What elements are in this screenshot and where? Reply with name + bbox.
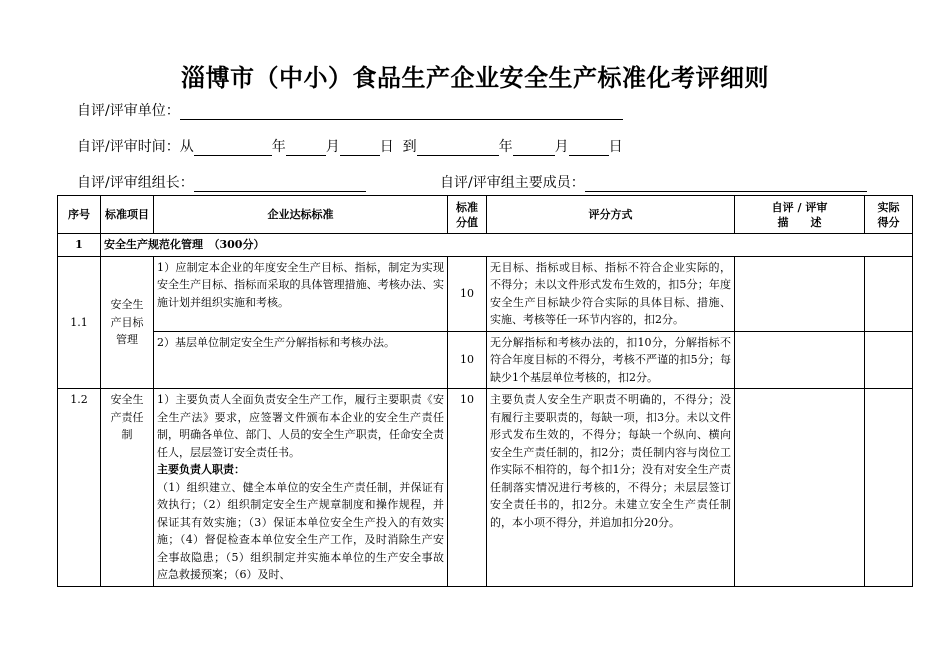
unit-line xyxy=(77,100,623,120)
members-blank[interactable] xyxy=(585,174,867,192)
section-seq: 1 xyxy=(58,234,101,257)
from-year-blank[interactable] xyxy=(194,138,272,156)
row-desc-cell[interactable] xyxy=(735,256,865,331)
from-day-blank[interactable] xyxy=(340,138,380,156)
header-score-top: 标准 xyxy=(456,200,478,214)
header-method: 评分方式 xyxy=(487,196,735,234)
row-seq: 1.1 xyxy=(58,256,101,389)
row-standard: 2）基层单位制定安全生产分解指标和考核办法。 xyxy=(154,331,448,389)
table-row xyxy=(58,389,913,587)
time-line xyxy=(77,136,623,156)
to-label: 日 到 xyxy=(379,139,417,155)
row-desc-cell[interactable] xyxy=(735,389,865,587)
page-title: 淄博市（中小）食品生产企业安全生产标准化考评细则 xyxy=(181,63,769,92)
row-standard xyxy=(154,389,448,587)
to-month-label: 月 xyxy=(554,139,569,155)
evaluation-table xyxy=(57,195,913,587)
header-actual xyxy=(865,196,913,234)
row-score: 10 xyxy=(448,389,487,587)
row-actual-cell[interactable] xyxy=(865,331,913,389)
from-month-label: 月 xyxy=(325,139,340,155)
leader-label: 自评/评审组组长： xyxy=(77,175,194,191)
unit-label: 自评/评审单位： xyxy=(77,103,180,119)
header-desc xyxy=(735,196,865,234)
row-item: 安全生产目标管理 xyxy=(101,256,154,389)
section-title: 安全生产规范化管理 （300分） xyxy=(101,234,913,257)
row-score: 10 xyxy=(448,256,487,331)
table-header-row xyxy=(58,196,913,234)
from-month-blank[interactable] xyxy=(286,138,326,156)
standard-duties: （1）组织建立、健全本单位的安全生产责任制，并保证有效执行；（2）组织制定安全生产规章制度和操作规程，并保证其有效实施；（3）保证本单位安全生产投入的有效实施；（4）督促检查本单位安全生产工作，及时消除生产安全事故隐患；（5）组织制定并实施本单位的生产安全事故应急救援预案；（6）及时、 xyxy=(157,480,444,581)
unit-blank[interactable] xyxy=(180,102,623,120)
row-score: 10 xyxy=(448,331,487,389)
header-actual-top: 实际 xyxy=(877,200,900,214)
row-actual-cell[interactable] xyxy=(865,256,913,331)
time-label: 自评/评审时间：从 xyxy=(77,139,194,155)
table-row xyxy=(58,256,913,331)
row-actual-cell[interactable] xyxy=(865,389,913,587)
to-day-label: 日 xyxy=(608,139,623,155)
leader-line xyxy=(77,172,366,192)
standard-heading: 主要负责人职责： xyxy=(157,463,245,476)
standard-intro: 1）主要负责人全面负责安全生产工作，履行主要职责《安全生产法》要求，应签署文件颁布本企业的安全生产责任制，明确各单位、部门、人员的安全生产职责，任命安全责任人，层层签订安全责任书。 xyxy=(157,393,444,459)
to-year-blank[interactable] xyxy=(417,138,499,156)
from-year-label: 年 xyxy=(271,139,286,155)
row-method: 无目标、指标或目标、指标不符合企业实际的，不得分；未以文件形式发布生效的，扣5分；年度安全生产目标缺少符合实际的具体目标、措施、实施、考核等任一环节内容的，扣2分。 xyxy=(487,256,735,331)
members-label: 自评/评审组主要成员： xyxy=(440,175,585,191)
header-item: 标准项目 xyxy=(101,196,154,234)
header-standard: 企业达标标准 xyxy=(154,196,448,234)
leader-blank[interactable] xyxy=(194,174,366,192)
row-standard: 1）应制定本企业的年度安全生产目标、指标，制定为实现安全生产目标、指标而采取的具体管理措施、考核办法、实施计划并组织实施和考核。 xyxy=(154,256,448,331)
to-month-blank[interactable] xyxy=(513,138,555,156)
row-desc-cell[interactable] xyxy=(735,331,865,389)
section-row xyxy=(58,234,913,257)
table-row xyxy=(58,331,913,389)
row-item: 安全生产责任制 xyxy=(101,389,154,587)
header-desc-bottom: 描 述 xyxy=(777,215,822,229)
members-line xyxy=(440,172,867,192)
to-year-label: 年 xyxy=(498,139,513,155)
row-seq: 1.2 xyxy=(58,389,101,587)
to-day-blank[interactable] xyxy=(569,138,609,156)
row-method: 主要负责人安全生产职责不明确的，不得分；没有履行主要职责的，每缺一项，扣3分。未以文件形式发布生效的，不得分；每缺一个纵向、横向安全生产责任制的，扣2分；责任制内容与岗位工作实际不相符的，每个扣1分；没有对安全生产责任制落实情况进行考核的，不得分；未层层签订安全责任书的，扣2分。未建立安全生产责任制的，本小项不得分，并追加扣分20分。 xyxy=(487,389,735,587)
row-method: 无分解指标和考核办法的，扣10分，分解指标不符合年度目标的不得分，考核不严谨的扣5分；每缺少1个基层单位考核的，扣2分。 xyxy=(487,331,735,389)
header-actual-bottom: 得分 xyxy=(877,215,900,229)
header-seq: 序号 xyxy=(58,196,101,234)
header-desc-top: 自评 / 评审 xyxy=(771,200,828,214)
header-score xyxy=(448,196,487,234)
header-score-bottom: 分值 xyxy=(456,215,478,229)
